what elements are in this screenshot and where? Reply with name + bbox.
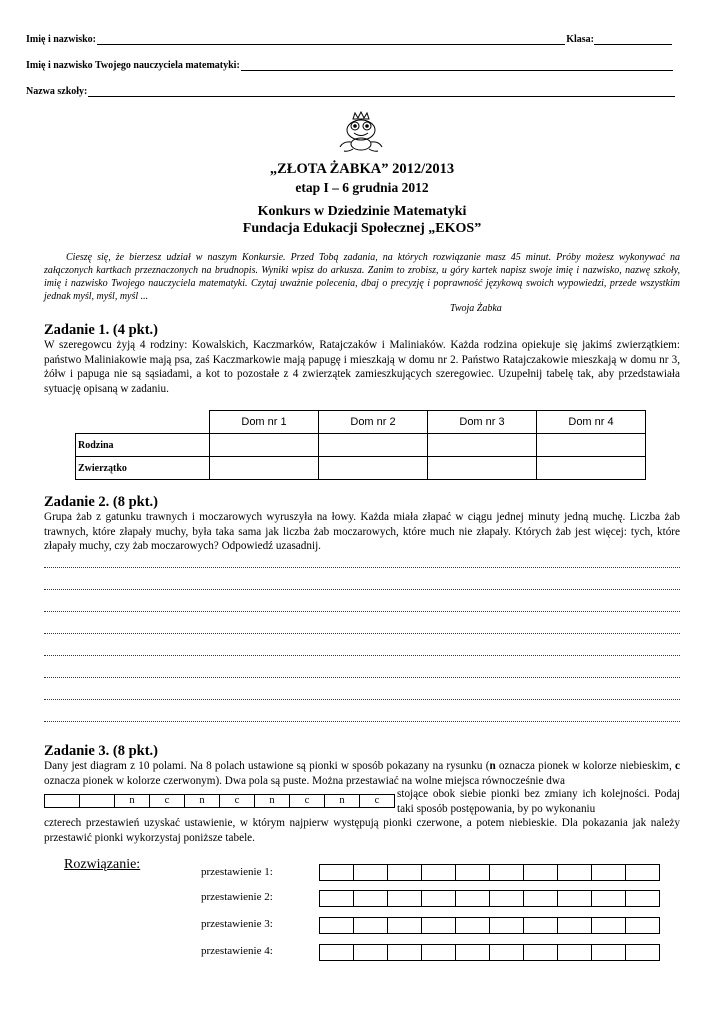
n-letter: n	[489, 760, 496, 772]
diagram-cell: c	[150, 795, 185, 808]
move-cell[interactable]	[524, 945, 558, 961]
table-corner	[76, 411, 210, 434]
move-cell[interactable]	[422, 865, 456, 881]
move-cell[interactable]	[388, 945, 422, 961]
answer-line[interactable]	[44, 677, 680, 678]
frog-icon	[336, 111, 386, 153]
column-header: Dom nr 4	[537, 411, 646, 434]
move-cell[interactable]	[422, 945, 456, 961]
answer-cell[interactable]	[537, 457, 646, 480]
move-cell[interactable]	[354, 945, 388, 961]
move-cell[interactable]	[524, 891, 558, 907]
answer-cell[interactable]	[428, 457, 537, 480]
answer-line[interactable]	[44, 611, 680, 612]
move-cell[interactable]	[320, 945, 354, 961]
c-letter: c	[675, 760, 680, 772]
name-class-line	[26, 34, 672, 45]
name-label: Imię i nazwisko:	[26, 34, 96, 45]
class-label: Klasa:	[566, 34, 594, 45]
move-cell[interactable]	[524, 918, 558, 934]
column-header: Dom nr 2	[319, 411, 428, 434]
task3-text-cont: czterech przestawień uzyskać ustawienie, w którym najpierw występują pionki czerwone, a potem niebieskie. Dla pokazania jak należy przestawić pionki wykorzystaj poniższe tabele.	[44, 817, 680, 844]
answer-cell[interactable]	[210, 434, 319, 457]
diagram-cell: n	[325, 795, 360, 808]
move-cell[interactable]	[354, 865, 388, 881]
answer-line[interactable]	[44, 721, 680, 722]
answer-line[interactable]	[44, 567, 680, 568]
answer-cell[interactable]	[319, 457, 428, 480]
task1-heading: Zadanie 1. (4 pkt.)	[44, 322, 159, 338]
move-cell[interactable]	[456, 865, 490, 881]
contest-subtitle: Konkurs w Dziedzinie Matematyki	[257, 204, 467, 219]
task1-table	[75, 410, 646, 480]
move-cell[interactable]	[456, 945, 490, 961]
answer-line[interactable]	[44, 655, 680, 656]
column-header: Dom nr 3	[428, 411, 537, 434]
school-field[interactable]	[88, 86, 675, 97]
diagram-cell	[45, 795, 80, 808]
diagram-cell: n	[185, 795, 220, 808]
school-line	[26, 86, 676, 97]
answer-cell[interactable]	[210, 457, 319, 480]
answer-cell[interactable]	[319, 434, 428, 457]
move-cell[interactable]	[592, 865, 626, 881]
task2-heading: Zadanie 2. (8 pkt.)	[44, 494, 159, 510]
move-cell[interactable]	[558, 945, 592, 961]
name-field[interactable]	[97, 34, 565, 45]
move-cell[interactable]	[422, 918, 456, 934]
move-cell[interactable]	[626, 891, 660, 907]
stage-date: etap I – 6 grudnia 2012	[295, 180, 429, 195]
move-cell[interactable]	[558, 891, 592, 907]
move-cell[interactable]	[320, 891, 354, 907]
pawn-diagram	[44, 794, 395, 808]
move-cell[interactable]	[490, 865, 524, 881]
answer-cell[interactable]	[537, 434, 646, 457]
intro-text: Cieszę się, że bierzesz udział w naszym Konkursie. Przed Tobą zadania, na których rozwiązanie masz 45 minut. Próby możesz wykonywać na załączonych kartkach przeznaczonych na brudnopis. Wyniki wpisz do arkusza. Zanim to zrobisz, u góry kartek napisz swoje imię i nazwisko, nazwę szkoły, imię i nazwisko Twojego nauczyciela matematyki. Czytaj uważnie polecenia, dbaj o precyzję i poprawność językową swoich wypowiedzi, przede wszystkim jednak myśl, myśl, myśl ...	[44, 252, 680, 302]
move-cell[interactable]	[626, 918, 660, 934]
task3-text: Dany jest diagram z 10 polami. Na 8 polach ustawione są pionki w sposób pokazany na rysunku (n oznacza pionek w kolorze niebieskim, c oznacza pionek w kolorze czerwonym). Dwa pola są puste. Można przestawiać na wolne miejsca równocześnie dwa	[44, 760, 680, 787]
answer-line[interactable]	[44, 589, 680, 590]
move-table-3	[319, 917, 660, 934]
move-cell[interactable]	[388, 865, 422, 881]
move-cell[interactable]	[490, 945, 524, 961]
move-table-2	[319, 890, 660, 907]
move-label-1: przestawienie 1:	[201, 866, 273, 878]
move-cell[interactable]	[354, 891, 388, 907]
move-cell[interactable]	[558, 865, 592, 881]
move-label-4: przestawienie 4:	[201, 945, 273, 957]
diagram-cell	[80, 795, 115, 808]
move-cell[interactable]	[490, 918, 524, 934]
move-cell[interactable]	[422, 891, 456, 907]
move-cell[interactable]	[490, 891, 524, 907]
task2-text: Grupa żab z gatunku trawnych i moczarowych wyruszyła na łowy. Każda miała złapać w ciągu jednej minuty jedną muchę. Liczba żab trawnych, które złapały muchy, była taka sama jak liczba żab moczarowych, które much nie złapały. Których żab jest więcej: tych, które złapały muchy, czy żab moczarowych? Odpowiedź uzasadnij.	[44, 511, 680, 552]
teacher-field[interactable]	[241, 60, 673, 71]
diagram-cell: c	[220, 795, 255, 808]
move-cell[interactable]	[388, 918, 422, 934]
row-label-family: Rodzina	[76, 434, 210, 457]
move-cell[interactable]	[626, 945, 660, 961]
move-label-3: przestawienie 3:	[201, 918, 273, 930]
solution-label: Rozwiązanie:	[64, 857, 141, 872]
answer-line[interactable]	[44, 633, 680, 634]
task3-side-text: stojące obok siebie pionki bez zmiany ich kolejności. Podaj taki sposób postępowania, by po wykonaniu	[397, 788, 680, 815]
column-header: Dom nr 1	[210, 411, 319, 434]
class-field[interactable]	[594, 34, 672, 45]
move-label-2: przestawienie 2:	[201, 891, 273, 903]
move-cell[interactable]	[524, 865, 558, 881]
diagram-cell: c	[360, 795, 395, 808]
task1-text: W szeregowcu żyją 4 rodziny: Kowalskich, Kaczmarków, Ratajczaków i Maliniaków. Każda rodzina opiekuje się jakimś zwierzątkiem: państwo Maliniakowie mają psa, zaś Kaczmarkowie mają papugę i mieszkają w domu nr 2. Państwo Ratajczakowie mieszkają w domu nr 3, żółw i papuga nie są sąsiadami, a kot to pozostałe z 4 zwierzątek zamieszkujących szeregowiec. Uzupełnij tabelę tak, aby przedstawiała sytuację opisaną w zadaniu.	[44, 339, 680, 395]
move-cell[interactable]	[592, 945, 626, 961]
move-cell[interactable]	[456, 891, 490, 907]
move-table-4	[319, 944, 660, 961]
move-table-1	[319, 864, 660, 881]
move-cell[interactable]	[558, 918, 592, 934]
row-label-pet: Zwierzątko	[76, 457, 210, 480]
task3-heading: Zadanie 3. (8 pkt.)	[44, 743, 159, 759]
move-cell[interactable]	[354, 918, 388, 934]
diagram-cell: n	[115, 795, 150, 808]
foundation-name: Fundacja Edukacji Społecznej „EKOS”	[242, 221, 482, 236]
move-cell[interactable]	[456, 918, 490, 934]
teacher-label: Imię i nazwisko Twojego nauczyciela matematyki:	[26, 60, 240, 71]
move-cell[interactable]	[592, 891, 626, 907]
diagram-cell: c	[290, 795, 325, 808]
move-cell[interactable]	[388, 891, 422, 907]
intro-signature: Twoja Żabka	[450, 303, 502, 314]
answer-cell[interactable]	[428, 434, 537, 457]
move-cell[interactable]	[320, 865, 354, 881]
answer-line[interactable]	[44, 699, 680, 700]
move-cell[interactable]	[320, 918, 354, 934]
contest-title: „ZŁOTA ŻABKA” 2012/2013	[269, 161, 455, 177]
teacher-line	[26, 60, 674, 71]
diagram-cell: n	[255, 795, 290, 808]
move-cell[interactable]	[626, 865, 660, 881]
school-label: Nazwa szkoły:	[26, 86, 88, 97]
move-cell[interactable]	[592, 918, 626, 934]
